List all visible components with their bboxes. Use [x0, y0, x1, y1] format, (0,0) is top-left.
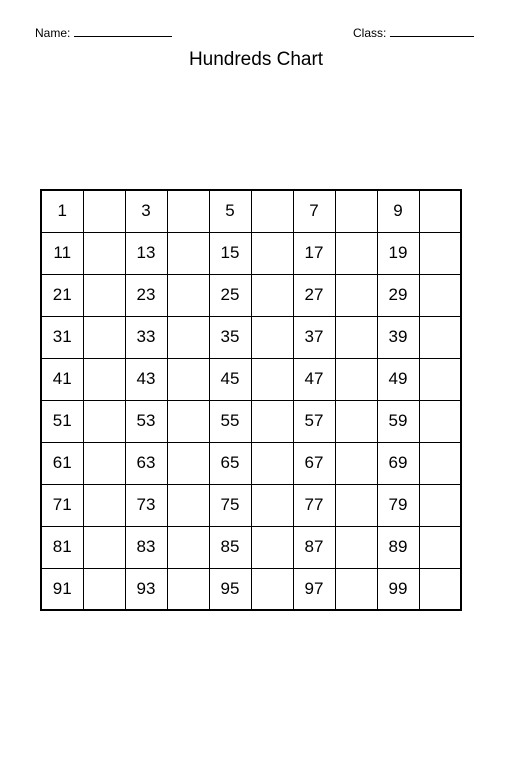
chart-row [41, 568, 461, 610]
chart-cell: 73 [125, 484, 167, 526]
chart-cell-blank[interactable] [251, 442, 293, 484]
chart-cell: 7 [293, 190, 335, 232]
chart-row [41, 442, 461, 484]
chart-cell: 87 [293, 526, 335, 568]
chart-cell: 59 [377, 400, 419, 442]
chart-cell: 65 [209, 442, 251, 484]
chart-cell: 53 [125, 400, 167, 442]
chart-row [41, 400, 461, 442]
chart-cell-blank[interactable] [83, 316, 125, 358]
chart-cell-blank[interactable] [167, 190, 209, 232]
chart-cell: 17 [293, 232, 335, 274]
chart-cell: 37 [293, 316, 335, 358]
chart-row [41, 526, 461, 568]
chart-cell: 19 [377, 232, 419, 274]
chart-cell: 33 [125, 316, 167, 358]
chart-cell-blank[interactable] [167, 442, 209, 484]
chart-cell: 91 [41, 568, 83, 610]
chart-cell: 29 [377, 274, 419, 316]
hundreds-chart-grid [40, 189, 462, 611]
chart-cell-blank[interactable] [251, 232, 293, 274]
chart-cell: 69 [377, 442, 419, 484]
chart-cell: 95 [209, 568, 251, 610]
chart-cell: 13 [125, 232, 167, 274]
chart-cell: 85 [209, 526, 251, 568]
chart-cell-blank[interactable] [83, 484, 125, 526]
chart-row [41, 316, 461, 358]
chart-cell-blank[interactable] [335, 568, 377, 610]
chart-cell: 93 [125, 568, 167, 610]
chart-cell-blank[interactable] [167, 316, 209, 358]
chart-row [41, 190, 461, 232]
chart-cell: 25 [209, 274, 251, 316]
chart-cell-blank[interactable] [335, 400, 377, 442]
chart-cell-blank[interactable] [167, 526, 209, 568]
chart-cell: 47 [293, 358, 335, 400]
class-field [353, 24, 474, 42]
chart-cell: 57 [293, 400, 335, 442]
chart-cell: 21 [41, 274, 83, 316]
chart-cell: 55 [209, 400, 251, 442]
chart-cell: 67 [293, 442, 335, 484]
chart-cell-blank[interactable] [83, 442, 125, 484]
chart-cell-blank[interactable] [251, 274, 293, 316]
chart-cell: 71 [41, 484, 83, 526]
chart-cell: 35 [209, 316, 251, 358]
chart-cell-blank[interactable] [83, 358, 125, 400]
chart-cell: 51 [41, 400, 83, 442]
chart-cell-blank[interactable] [419, 442, 461, 484]
chart-cell-blank[interactable] [335, 274, 377, 316]
chart-cell-blank[interactable] [167, 568, 209, 610]
chart-cell: 99 [377, 568, 419, 610]
chart-cell-blank[interactable] [419, 232, 461, 274]
chart-cell: 45 [209, 358, 251, 400]
chart-cell: 41 [41, 358, 83, 400]
chart-cell: 61 [41, 442, 83, 484]
chart-cell-blank[interactable] [251, 358, 293, 400]
chart-cell: 9 [377, 190, 419, 232]
chart-cell-blank[interactable] [251, 400, 293, 442]
chart-cell-blank[interactable] [335, 442, 377, 484]
chart-cell-blank[interactable] [335, 484, 377, 526]
chart-cell-blank[interactable] [251, 568, 293, 610]
chart-cell-blank[interactable] [251, 316, 293, 358]
class-label: Class: [353, 26, 387, 40]
chart-row [41, 232, 461, 274]
chart-cell: 83 [125, 526, 167, 568]
class-blank-line[interactable] [390, 25, 474, 37]
chart-cell: 89 [377, 526, 419, 568]
chart-cell-blank[interactable] [419, 484, 461, 526]
chart-cell: 75 [209, 484, 251, 526]
chart-cell: 5 [209, 190, 251, 232]
chart-cell-blank[interactable] [419, 316, 461, 358]
chart-cell: 3 [125, 190, 167, 232]
chart-cell-blank[interactable] [83, 274, 125, 316]
chart-cell: 63 [125, 442, 167, 484]
chart-cell-blank[interactable] [251, 190, 293, 232]
name-blank-line[interactable] [74, 25, 172, 37]
chart-cell-blank[interactable] [83, 400, 125, 442]
hundreds-chart-body [41, 190, 461, 610]
chart-cell: 43 [125, 358, 167, 400]
chart-cell-blank[interactable] [335, 526, 377, 568]
chart-cell-blank[interactable] [167, 484, 209, 526]
chart-cell-blank[interactable] [167, 358, 209, 400]
chart-cell-blank[interactable] [167, 232, 209, 274]
chart-cell-blank[interactable] [167, 274, 209, 316]
chart-cell: 23 [125, 274, 167, 316]
chart-cell-blank[interactable] [83, 190, 125, 232]
chart-cell-blank[interactable] [335, 316, 377, 358]
name-field [35, 24, 172, 42]
chart-cell: 27 [293, 274, 335, 316]
chart-cell-blank[interactable] [83, 568, 125, 610]
chart-cell-blank[interactable] [419, 358, 461, 400]
chart-cell-blank[interactable] [83, 526, 125, 568]
chart-cell: 31 [41, 316, 83, 358]
chart-cell-blank[interactable] [335, 232, 377, 274]
chart-cell: 97 [293, 568, 335, 610]
chart-cell-blank[interactable] [419, 190, 461, 232]
worksheet-header [0, 24, 512, 42]
chart-cell-blank[interactable] [83, 232, 125, 274]
chart-cell-blank[interactable] [335, 190, 377, 232]
chart-row [41, 484, 461, 526]
chart-cell-blank[interactable] [335, 358, 377, 400]
chart-cell: 49 [377, 358, 419, 400]
chart-cell: 77 [293, 484, 335, 526]
name-label: Name: [35, 26, 71, 40]
chart-row [41, 274, 461, 316]
chart-cell-blank[interactable] [419, 526, 461, 568]
chart-cell-blank[interactable] [167, 400, 209, 442]
chart-row [41, 358, 461, 400]
chart-cell-blank[interactable] [419, 568, 461, 610]
chart-cell-blank[interactable] [251, 526, 293, 568]
chart-cell: 15 [209, 232, 251, 274]
chart-cell-blank[interactable] [419, 400, 461, 442]
chart-cell: 39 [377, 316, 419, 358]
chart-cell: 79 [377, 484, 419, 526]
chart-cell-blank[interactable] [251, 484, 293, 526]
chart-cell-blank[interactable] [419, 274, 461, 316]
chart-cell: 11 [41, 232, 83, 274]
page-title: Hundreds Chart [188, 49, 324, 70]
chart-cell: 1 [41, 190, 83, 232]
chart-cell: 81 [41, 526, 83, 568]
